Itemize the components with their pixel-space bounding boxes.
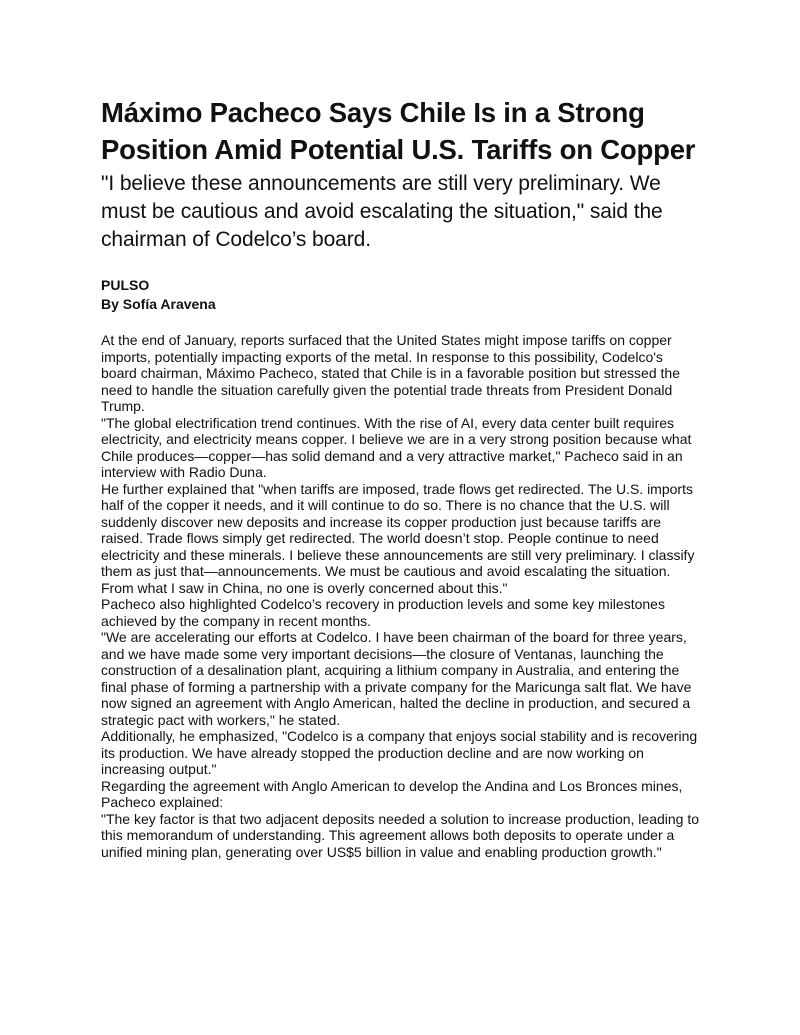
- outlet-name: PULSO: [101, 277, 150, 293]
- article: [101, 94, 701, 860]
- article-body: [101, 332, 701, 860]
- body-paragraph: "The key factor is that two adjacent deposits needed a solution to increase production, leading to this memorandum of understanding. This agreement allows both deposits to operate under a unified mining plan, generating over US$5 billion in value and enabling production growth.": [101, 810, 700, 860]
- body-paragraph: Regarding the agreement with Anglo American to develop the Andina and Los Bronces mines, Pacheco explained:: [101, 777, 683, 810]
- article-meta: [101, 276, 701, 314]
- body-paragraph: "The global electrification trend continues. With the rise of AI, every data center built requires electricity, and electricity means copper. I believe we are in a very strong position because what Chile produces—copper—has solid demand and a very attractive market," Pacheco said in an interview with Radio Duna.: [101, 414, 692, 480]
- article-title: Máximo Pacheco Says Chile Is in a Strong Position Amid Potential U.S. Tariffs on Copper: [101, 97, 696, 165]
- body-paragraph: At the end of January, reports surfaced that the United States might impose tariffs on copper imports, potentially impacting exports of the metal. In response to this possibility, Codelco's board chairman, Máximo Pacheco, stated that Chile is in a favorable position but stressed the need to handle the situation carefully given the potential trade threats from President Donald Trump.: [101, 332, 680, 414]
- body-paragraph: He further explained that "when tariffs are imposed, trade flows get redirected. The U.S. imports half of the copper it needs, and it will continue to do so. There is no chance that the U.S. will suddenly discover new deposits and increase its copper production just because tariffs are raised. Trade flows simply get redirected. The world doesn’t stop. People continue to need electricity and these minerals. I believe these announcements are still very preliminary. I classify them as just that—announcements. We must be cautious and avoid escalating the situation. From what I saw in China, no one is overly concerned about this.": [101, 480, 695, 596]
- body-paragraph: Additionally, he emphasized, "Codelco is a company that enjoys social stability and is recovering its production. We have already stopped the production decline and are now working on increasing output.": [101, 728, 698, 777]
- byline: By Sofía Aravena: [101, 296, 216, 312]
- body-paragraph: Pacheco also highlighted Codelco’s recovery in production levels and some key milestones achieved by the company in recent months.: [101, 596, 665, 629]
- body-paragraph: "We are accelerating our efforts at Codelco. I have been chairman of the board for three years, and we have made some very important decisions—the closure of Ventanas, launching the construction of a desalination plant, acquiring a lithium company in Australia, and entering the final phase of forming a partnership with a private company for the Maricunga salt flat. We have now signed an agreement with Anglo American, halted the decline in production, and secured a strategic pact with workers," he stated.: [101, 629, 692, 728]
- article-subtitle: "I believe these announcements are still very preliminary. We must be cautious and avoid escalating the situation," said the chairman of Codelco’s board.: [101, 172, 663, 251]
